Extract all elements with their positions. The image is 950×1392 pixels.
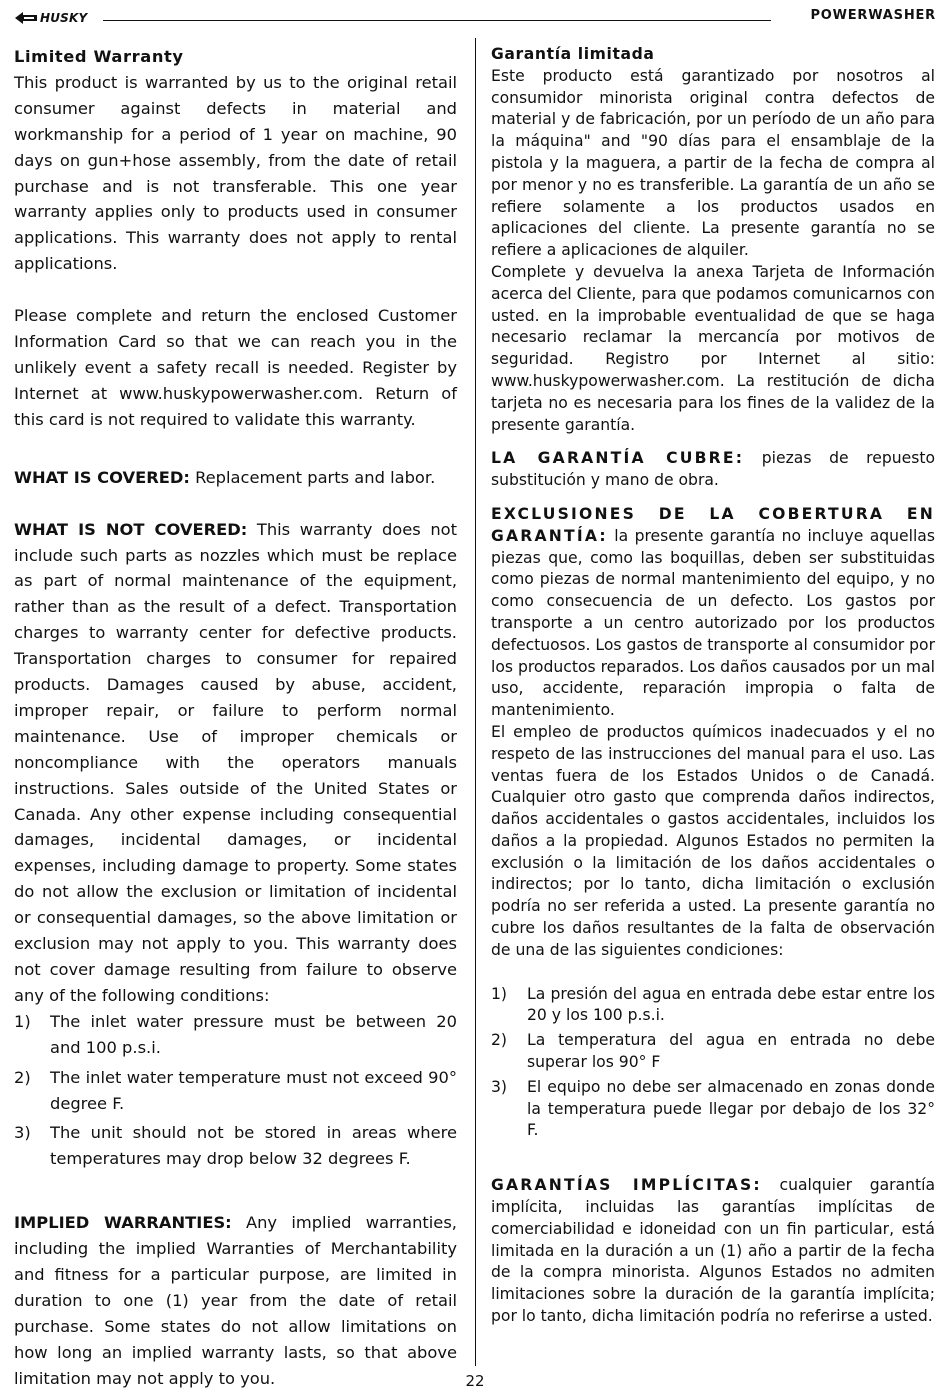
list-item bbox=[14, 1009, 457, 1061]
exclusions-continued-es: El empleo de productos químicos inadecuados y el no respeto de las instrucciones del manual para el uso. Las ventas fuera de los Estados Unidos o de Canadá. Cualquier otro gasto que comprenda daños indirectos, daños accidentales o gastos accidentales, incluidos los daños a la propiedad. Algunos Estados no permiten la exclusión o la limitación de los daños accidentales o indirectos; por lo tanto, dicha limitación o exclusión podría no ser referida a usted. La presente garantía no cubre los daños resultantes de la falta de observación de una de las siguientes condiciones: bbox=[491, 722, 935, 959]
list-text: The unit should not be stored in areas where temperatures may drop below 32 degrees F. bbox=[50, 1123, 457, 1169]
list-number: 2) bbox=[14, 1067, 31, 1087]
list-text: The inlet water pressure must be between 20 and 100 p.s.i. bbox=[50, 1011, 457, 1057]
list-item bbox=[14, 1065, 457, 1117]
list-item bbox=[14, 1120, 457, 1172]
list-item bbox=[491, 1077, 935, 1142]
page-number: 22 bbox=[465, 1372, 485, 1390]
implied-label-es: GARANTÍAS IMPLÍCITAS: bbox=[491, 1176, 762, 1195]
list-number: 1) bbox=[14, 1011, 31, 1031]
not-covered-label-es: EXCLUSIONES DE LA COBERTURA EN GARANTÍA: bbox=[491, 504, 935, 545]
implied-text: Any implied warranties, including the implied Warranties of Merchantability and fitness for a particular purpose, are limited in duration to one (1) year from the date of retail purchase. Some states do not allow limitations on how long an implied warranty lasts, so that above limitation may not apply to you. bbox=[14, 1213, 457, 1388]
warranty-title-es: Garantía limitada bbox=[491, 45, 655, 63]
husky-logo-icon bbox=[14, 11, 38, 25]
list-text: La presión del agua en entrada debe estar entre los 20 y los 100 p.s.i. bbox=[527, 984, 935, 1025]
covered-text: Replacement parts and labor. bbox=[189, 467, 436, 487]
covered-paragraph-es bbox=[491, 448, 935, 492]
implied-paragraph bbox=[14, 1210, 457, 1391]
brand-logo bbox=[14, 10, 87, 26]
not-covered-paragraph bbox=[14, 517, 457, 1009]
not-covered-paragraph-es bbox=[491, 504, 935, 722]
covered-label: WHAT IS COVERED: bbox=[14, 467, 190, 487]
spanish-column bbox=[491, 44, 935, 1328]
not-covered-label: WHAT IS NOT COVERED: bbox=[14, 519, 248, 539]
implied-paragraph-es bbox=[491, 1175, 935, 1328]
list-number: 2) bbox=[491, 1031, 508, 1050]
page-header bbox=[0, 0, 950, 32]
list-item bbox=[491, 984, 935, 1028]
covered-text-es: piezas de repuesto substitución y mano de obra. bbox=[491, 449, 936, 490]
list-text: El equipo no debe ser almacenado en zonas donde la temperatura puede llegar por debajo de los 32° F. bbox=[527, 1077, 935, 1140]
list-number: 1) bbox=[491, 984, 508, 1003]
implied-text-es: cualquier garantía implícita, incluidas las garantías implícitas de comerciabilidad e idoneidad con un fin particular, está limitada en la duración a un (1) año a partir de la fecha de la compra minorista. Algunos Estados no admiten limitaciones sobre la duración de la garantía implícita; por lo tanto, dicha limitación podría no referirse a usted. bbox=[491, 1176, 935, 1326]
warranty-intro-es: Este producto está garantizado por nosotros al consumidor minorista original contra defectos de material y de fabricación, por un período de un año para la máquina" and "90 días para el ensamblaje de la pistola y la maguera, a partir de la fecha de compra al por menor y no es transferible. La garantía de un año se refiere solamente a los productos usados en aplicaciones del cliente. La presente garantía no se refiere a aplicaciones de alquiler. bbox=[491, 66, 935, 260]
conditions-list-es bbox=[491, 984, 935, 1143]
registration-paragraph-es: Complete y devuelva la anexa Tarjeta de Información acerca del Cliente, para que podamos comunicarnos con usted. en la improbable eventualidad de que se haga necesario reclamar la mercancía por motivos de seguridad. Registro por Internet al sitio: www.huskypowerwasher.com. La restitución de dicha tarjeta no es necesaria para los fines de la validez de la presente garantía. bbox=[491, 262, 935, 434]
covered-label-es: LA GARANTÍA CUBRE: bbox=[491, 449, 745, 468]
list-text: The inlet water temperature must not exceed 90° degree F. bbox=[50, 1067, 457, 1113]
list-item bbox=[491, 1030, 935, 1074]
conditions-list bbox=[14, 1009, 457, 1172]
brand-name: HUSKY bbox=[40, 11, 88, 25]
registration-paragraph: Please complete and return the enclosed Customer Information Card so that we can reach you in the unlikely event a safety recall is needed. Register by Internet at www.huskypowerwasher.com. Return of this card is not required to validate this warranty. bbox=[14, 306, 457, 429]
product-name: POWERWASHER bbox=[810, 8, 936, 23]
list-number: 3) bbox=[491, 1077, 508, 1096]
implied-label: IMPLIED WARRANTIES: bbox=[14, 1213, 232, 1233]
not-covered-text-es: la presente garantía no incluye aquellas piezas que, como las boquillas, deben ser substituidas como piezas de normal mantenimiento del equipo, y no como consecuencia de un defecto. Los gastos por transporte a un centro autorizado por los productos defectuosos. Los gastos de transporte al consumidor por los productos reparados. Los daños causados por un mal uso, accidente, reparación impropia o falta de mantenimiento. bbox=[491, 526, 935, 720]
english-column bbox=[14, 44, 457, 1392]
warranty-title: Limited Warranty bbox=[14, 47, 184, 66]
not-covered-text: This warranty does not include such parts as nozzles which must be replace as part of normal maintenance of the equipment, rather than as the result of a defect. Transportation charges to warranty center for defective products. Transportation charges to consumer for repaired products. Damages caused by abuse, accident, improper repair, or failure to perform normal maintenance. Use of improper chemicals or noncompliance with the operators manuals instructions. Sales outside of the United States or Canada. Any other expense including consequential damages, incidental damages, or incidental expenses, including damage to property. Some states do not allow the exclusion or limitation of incidental or consequential damages, so the above limitation or exclusion may not apply to you. This warranty does not cover damage resulting from failure to observe any of the following conditions: bbox=[14, 519, 457, 1005]
warranty-intro: This product is warranted by us to the original retail consumer against defects in material and workmanship for a period of 1 year on machine, 90 days on gun+hose assembly, from the date of retail purchase and is not transferable. This one year warranty applies only to products used in consumer applications. This warranty does not apply to rental applications. bbox=[14, 72, 457, 274]
list-number: 3) bbox=[14, 1123, 31, 1143]
header-rule bbox=[103, 20, 771, 21]
list-text: La temperatura del agua en entrada no debe superar los 90° F bbox=[527, 1031, 935, 1072]
column-divider bbox=[475, 38, 476, 1366]
covered-paragraph bbox=[14, 465, 457, 491]
